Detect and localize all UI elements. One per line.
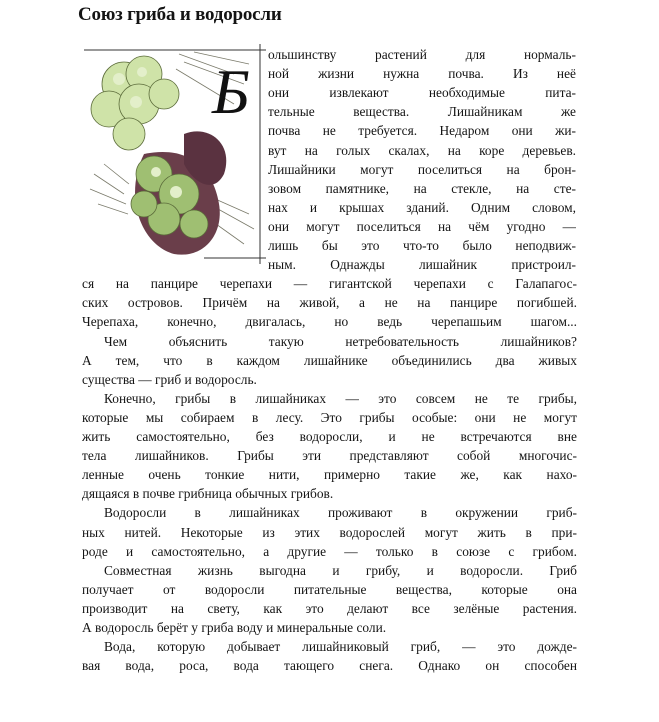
text-line: жить самостоятельно, без водоросли, и не встречаются вне <box>82 429 577 444</box>
text-line: ленные очень тонкие нити, примерно такие же, как нахо- <box>82 467 577 483</box>
text-line: А водоросль берёт у гриба воду и минеральные соли. <box>82 620 387 635</box>
text-line: ся на панцире черепахи — гигантской черепахи с Галапагос- <box>82 276 577 292</box>
text-line: ских островов. Причём на живой, а не на панцире погибшей. <box>82 295 577 311</box>
text-line: вут на голых скалах, на коре деревьев. <box>268 142 576 158</box>
text-line: существа — гриб и водоросль. <box>82 371 257 387</box>
text-line: Конечно, грибы в лишайниках — это совсем не те грибы, <box>104 390 577 406</box>
text-line: ным. Однажды лишайник пристроил- <box>268 257 576 273</box>
drop-cap: Б <box>212 56 250 127</box>
text-line: Чем объяснить такую нетребовательность лишайников? <box>104 333 577 349</box>
text-line: получает от водоросли питательные вещества, которые она <box>82 581 577 597</box>
text-line: они извлекают необходимые пита- <box>268 85 576 101</box>
text-line: тельные вещества. Лишайникам же <box>268 104 576 120</box>
text-line: дящаяся в почве грибница обычных грибов. <box>82 486 334 502</box>
text-line: А тем, что в каждом лишайнике объединились два живых <box>82 352 577 368</box>
text-line: почва не требуется. Недаром они жи- <box>268 123 576 139</box>
text-line: ных нитей. Некоторые из этих водорослей могут жить в при- <box>82 524 577 540</box>
text-line: роде и самостоятельно, а другие — только в союзе с грибом. <box>82 543 577 559</box>
text-line: зовом памятнике, на стекле, на сте- <box>268 180 576 196</box>
text-line: Совместная жизнь выгодна и грибу, и водоросли. Гриб <box>104 562 577 578</box>
text-line: вая вода, роса, вода тающего снега. Однако он способен <box>82 658 577 674</box>
text-line: ольшинству растений для нормаль- <box>268 47 576 62</box>
text-line: они могут поселиться на чём угодно — <box>268 218 576 234</box>
page-title: Союз гриба и водоросли <box>78 4 282 25</box>
text-line: Вода, которую добывает лишайниковый гриб, — это дожде- <box>104 639 577 655</box>
text-line: производит на свету, как это делают все зелёные растения. <box>82 600 577 616</box>
text-line: Черепаха, конечно, двигалась, но ведь черепашьим шагом... <box>82 314 577 330</box>
text-line: Водоросли в лишайниках проживают в окружении гриб- <box>104 505 577 521</box>
text-line: ной жизни нужна почва. Из неё <box>268 66 576 82</box>
text-line: нах и крышах зданий. Одним словом, <box>268 199 576 215</box>
text-line: тела лишайников. Грибы эти представляют собой многочис- <box>82 448 577 464</box>
text-line: Лишайники могут поселиться на брон- <box>268 161 576 177</box>
text-line: лишь бы это что-то было неподвиж- <box>268 238 576 253</box>
text-line: которые мы собираем в лесу. Это грибы особые: они не могут <box>82 409 577 425</box>
